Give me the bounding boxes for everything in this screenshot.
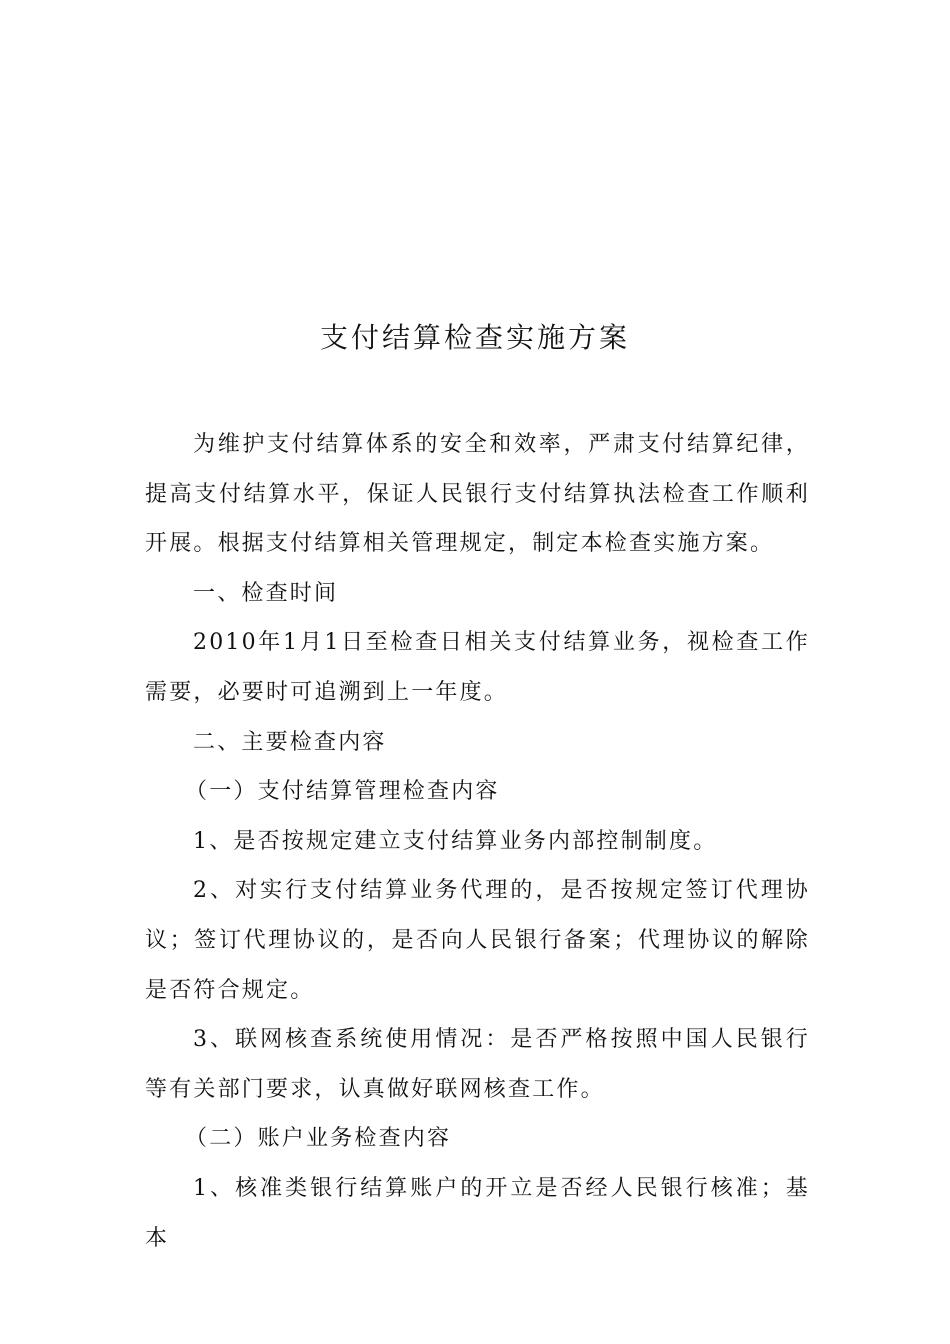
document-title: 支付结算检查实施方案 [319, 321, 630, 354]
settlement-item-1: 1、是否按规定建立支付结算业务内部控制制度。 [193, 828, 718, 854]
section-heading-content: 二、主要检查内容 [193, 729, 387, 755]
account-item-1: 1、核准类银行结算账户的开立是否经人民银行核准；基本 [145, 1175, 810, 1251]
intro-paragraph: 为维护支付结算体系的安全和效率，严肃支付结算纪律，提高支付结算水平，保证人民银行支付结算执法检查工作顺利开展。根据支付结算相关管理规定，制定本检查实施方案。 [145, 432, 810, 557]
document-body [145, 420, 810, 1263]
time-paragraph: 2010年1月1日至检查日相关支付结算业务，视检查工作需要，必要时可追溯到上一年度。 [145, 630, 810, 705]
section-heading-time: 一、检查时间 [193, 580, 339, 606]
settlement-item-2: 2、对实行支付结算业务代理的，是否按规定签订代理协议；签订代理协议的，是否向人民银行备案；代理协议的解除是否符合规定。 [145, 878, 810, 1003]
subsection-heading-account: （二）账户业务检查内容 [185, 1126, 452, 1152]
settlement-item-3: 3、联网核查系统使用情况：是否严格按照中国人民银行等有关部门要求，认真做好联网核查工作。 [145, 1027, 810, 1102]
subsection-heading-settlement: （一）支付结算管理检查内容 [185, 779, 500, 805]
